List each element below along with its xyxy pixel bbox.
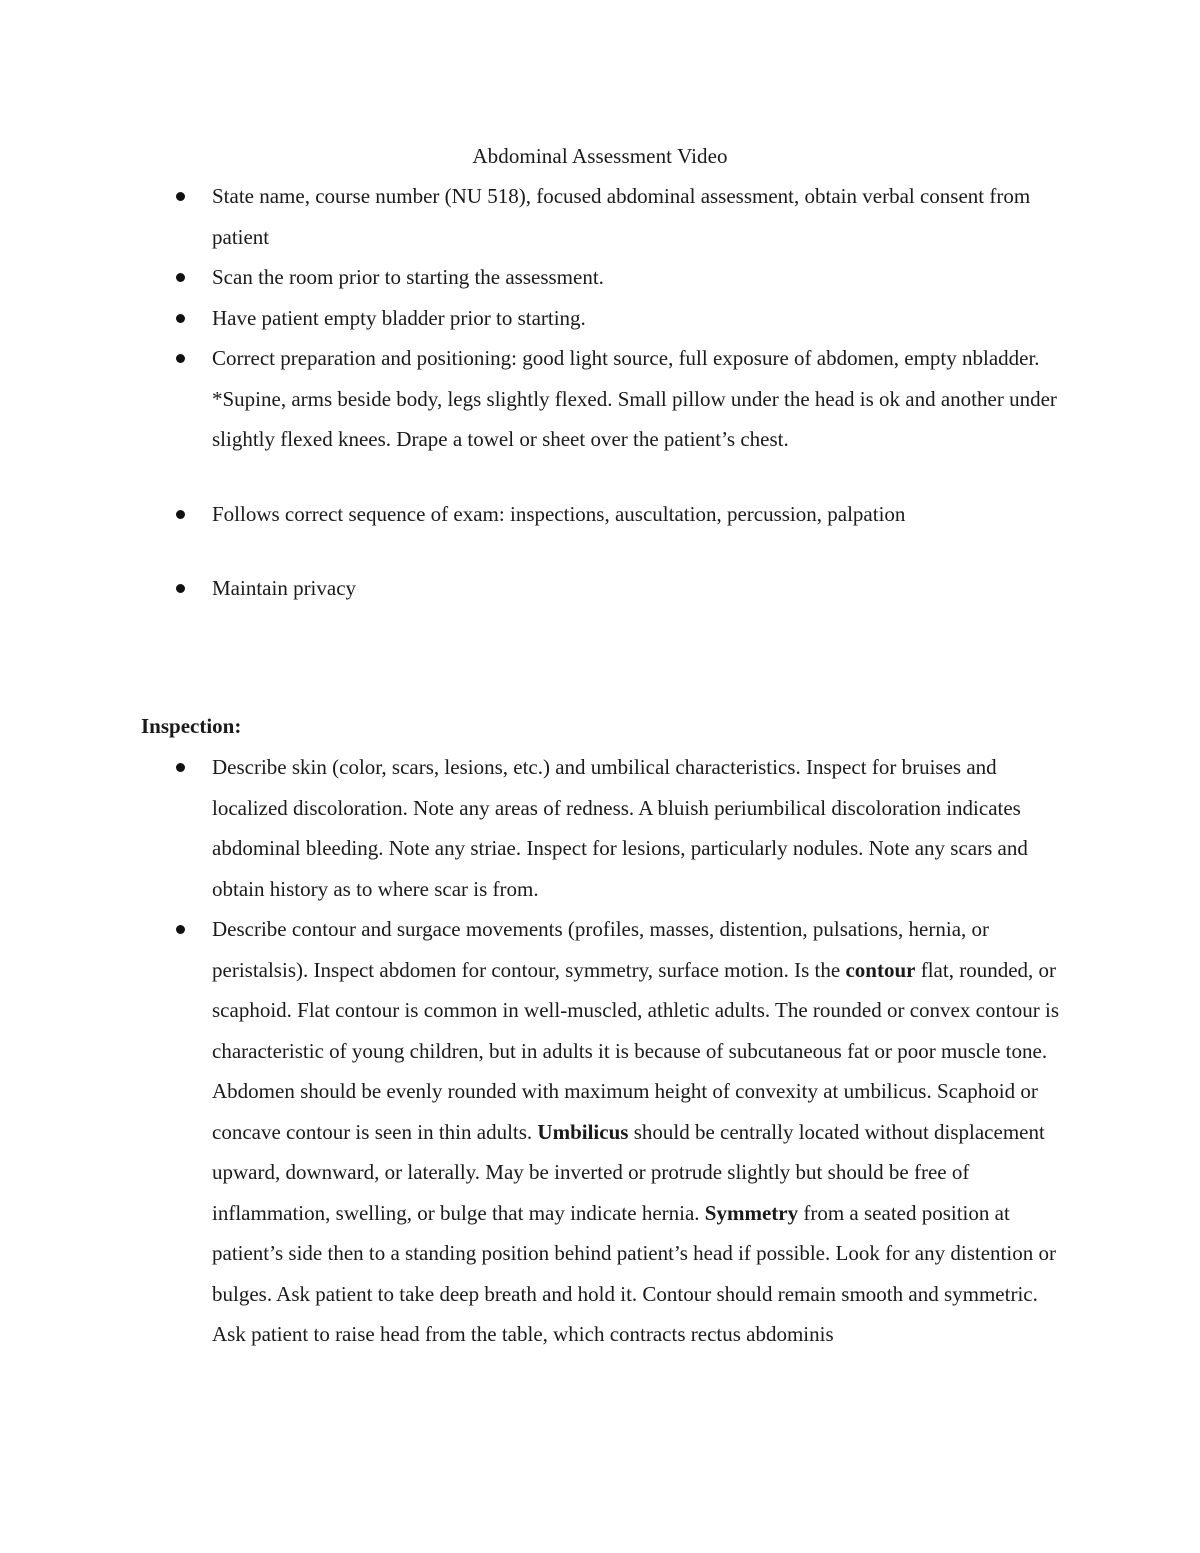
bullet-icon [176,273,185,282]
intro-bullet-list [212,176,1072,609]
bullet-icon [176,510,185,519]
list-item-text: State name, course number (NU 518), focused abdominal assessment, obtain verbal consent from patient [212,184,1031,249]
bullet-icon [176,314,185,323]
inspection-bullet-list [212,747,1072,1355]
list-item [212,909,1072,1355]
list-item [212,338,1072,460]
list-item-text: Scan the room prior to starting the assessment. [212,265,604,289]
section-heading-inspection: Inspection: [141,714,242,738]
list-item-text: Follows correct sequence of exam: inspections, auscultation, percussion, palpation [212,501,906,526]
list-item-text: Correct preparation and positioning: good light source, full exposure of abdomen, empty nbladder. *Supine, arms beside body, legs slightly flexed. Small pillow under the head is ok and another under slightly flexed knees. Drape a towel or sheet over the patient’s chest. [212,346,1057,451]
list-item [212,176,1072,257]
text-run: from a seated position at patient’s side then to a standing position behind patient’s head if possible. Look for any distention or bulges. Ask patient to take deep breath and hold it. Contour should remain smooth and symmetric. Ask patient to raise head from the table, which contracts rectus abdominis [212,1200,1056,1346]
list-item-text: Maintain privacy [212,576,357,600]
bullet-icon [176,763,185,772]
list-item [212,494,1072,535]
list-item [212,298,1072,339]
bullet-icon [176,192,185,201]
list-item-text: Describe skin (color, scars, lesions, etc.) and umbilical characteristics. Inspect for bruises and localized discoloration. Note any areas of redness. A bluish periumbilical discoloration indicates abdominal bleeding. Note any striae. Inspect for lesions, particularly nodules. Note any scars and obtain history as to where scar is from. [212,755,1028,901]
list-item [212,568,1072,609]
list-item-text: Have patient empty bladder prior to starting. [212,305,586,330]
document-title: Abdominal Assessment Video [472,144,728,168]
bold-term-contour: contour [845,957,916,982]
bold-term-umbilicus: Umbilicus [537,1119,629,1144]
bullet-icon [176,354,185,363]
list-item [212,257,1072,298]
text-run: Describe contour and surgace movements (profiles, masses, distention, pulsations, hernia, or peristalsis). Inspect abdomen for contour, symmetry, surface motion. Is the [212,917,990,982]
list-item-text [212,917,1059,1346]
text-run: should be centrally located without displacement upward, downward, or laterally. May be inverted or protrude slightly but should be free of inflammation, swelling, or bulge that may indicate hernia. [212,1119,1045,1225]
bullet-icon [176,584,185,593]
bold-term-symmetry: Symmetry [704,1200,799,1225]
bullet-icon [176,925,185,934]
list-item [212,747,1072,909]
text-run: flat, rounded, or scaphoid. Flat contour is common in well-muscled, athletic adults. The rounded or convex contour is characteristic of young children, but in adults it is because of subcutaneous fat or poor muscle tone. Abdomen should be evenly rounded with maximum height of convexity at umbilicus. Scaphoid or concave contour is seen in thin adults. [212,957,1060,1144]
